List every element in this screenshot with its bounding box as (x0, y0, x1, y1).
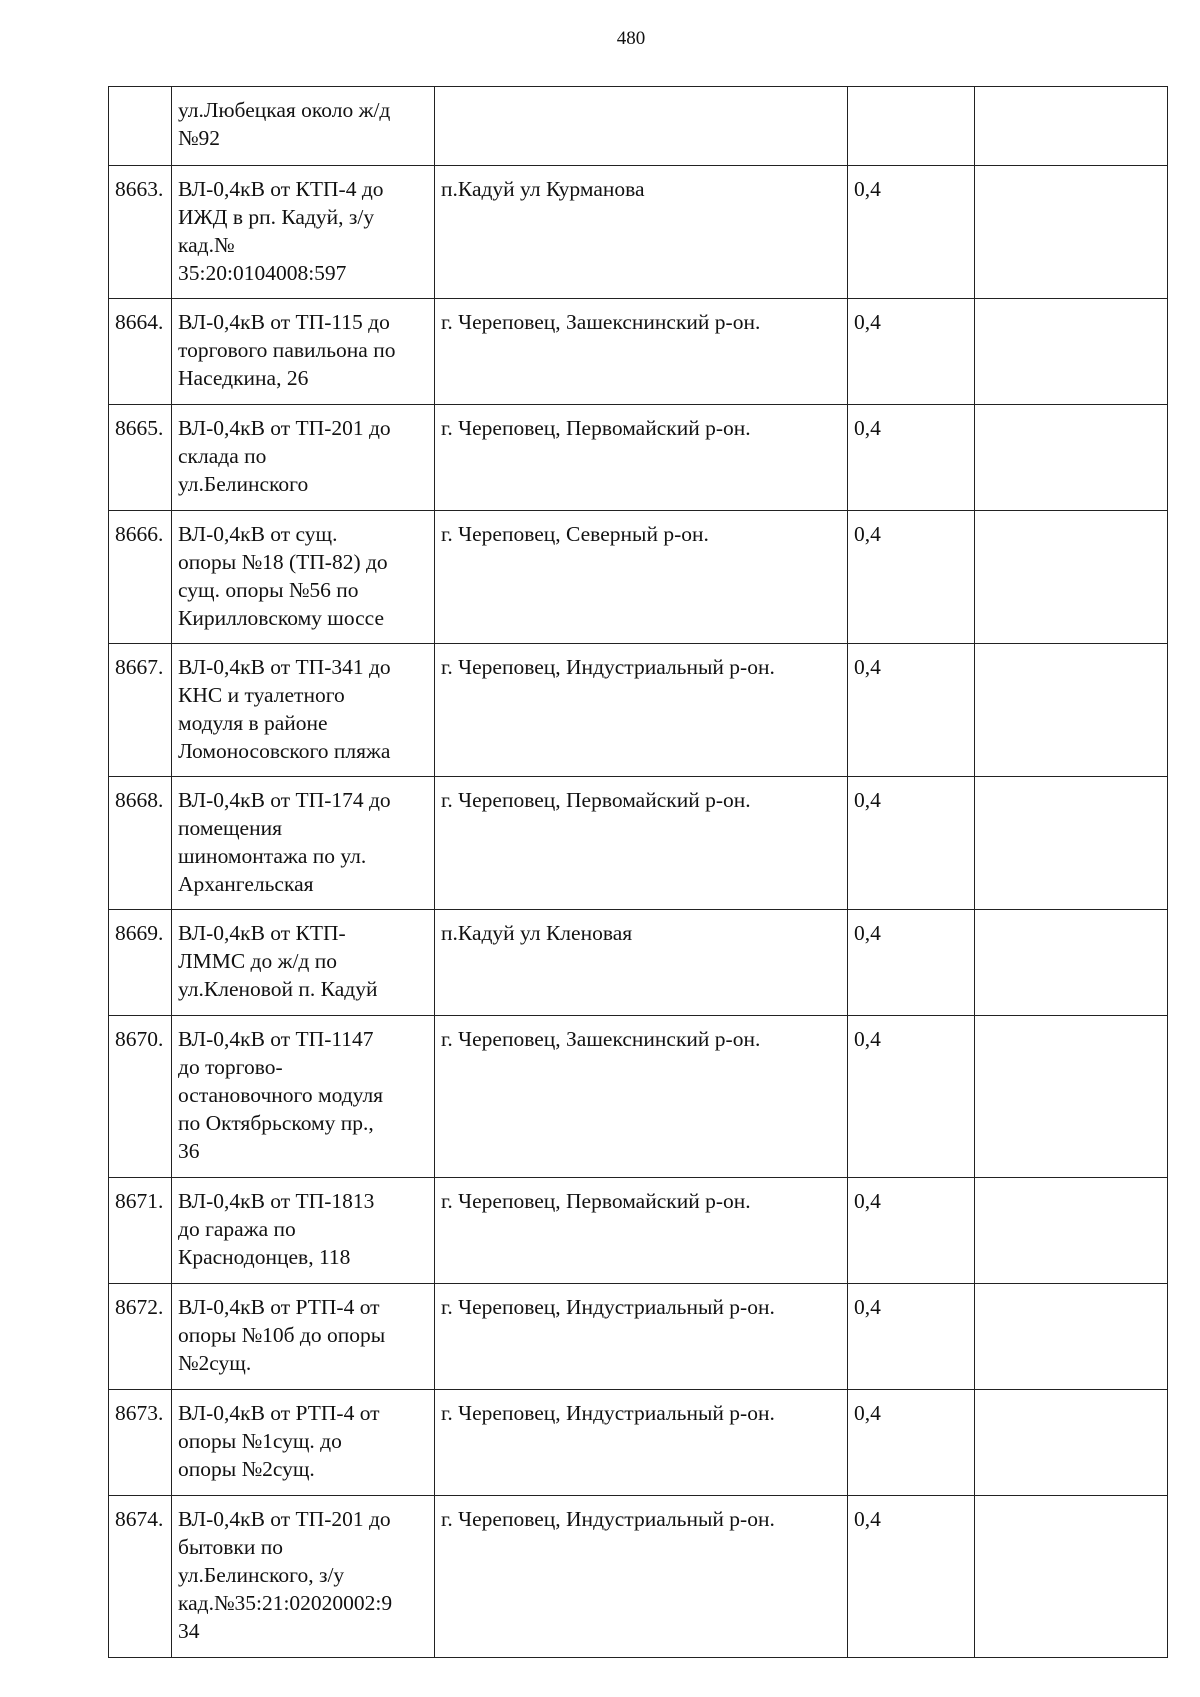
address-cell: г. Череповец, Первомайский р-он. (435, 777, 848, 910)
row-number-cell: 8670. (109, 1016, 172, 1178)
extra-cell (975, 1016, 1168, 1178)
extra-cell (975, 87, 1168, 166)
extra-cell (975, 644, 1168, 777)
voltage-cell: 0,4 (848, 166, 975, 299)
row-number-cell: 8665. (109, 405, 172, 511)
table-row (109, 405, 1168, 511)
address-cell: г. Череповец, Зашекснинский р-он. (435, 1016, 848, 1178)
voltage-cell: 0,4 (848, 299, 975, 405)
address-cell: г. Череповец, Индустриальный р-он. (435, 1284, 848, 1390)
registry-table (108, 86, 1168, 1658)
voltage-cell: 0,4 (848, 1284, 975, 1390)
table-row (109, 644, 1168, 777)
address-cell (435, 87, 848, 166)
row-number-cell: 8672. (109, 1284, 172, 1390)
line-name-cell: ВЛ-0,4кВ от РТП-4 от опоры №10б до опоры №2сущ. (172, 1284, 435, 1390)
line-name-cell: ВЛ-0,4кВ от КТП- ЛММС до ж/д по ул.Кленовой п. Кадуй (172, 910, 435, 1016)
line-name-cell: ВЛ-0,4кВ от КТП-4 до ИЖД в рп. Кадуй, з/у кад.№ 35:20:0104008:597 (172, 166, 435, 299)
voltage-cell: 0,4 (848, 405, 975, 511)
line-name-cell: ВЛ-0,4кВ от ТП-174 до помещения шиномонтажа по ул. Архангельская (172, 777, 435, 910)
line-name-cell: ВЛ-0,4кВ от ТП-1813 до гаража по Краснодонцев, 118 (172, 1178, 435, 1284)
table-row (109, 299, 1168, 405)
line-name-cell: ВЛ-0,4кВ от ТП-201 до склада по ул.Белинского (172, 405, 435, 511)
voltage-cell: 0,4 (848, 511, 975, 644)
extra-cell (975, 1496, 1168, 1658)
voltage-cell: 0,4 (848, 1390, 975, 1496)
address-cell: г. Череповец, Индустриальный р-он. (435, 1496, 848, 1658)
row-number-cell: 8673. (109, 1390, 172, 1496)
address-cell: п.Кадуй ул Кленовая (435, 910, 848, 1016)
address-cell: г. Череповец, Первомайский р-он. (435, 405, 848, 511)
line-name-cell: ул.Любецкая около ж/д №92 (172, 87, 435, 166)
address-cell: г. Череповец, Индустриальный р-он. (435, 644, 848, 777)
table-row (109, 511, 1168, 644)
table-row (109, 166, 1168, 299)
extra-cell (975, 910, 1168, 1016)
extra-cell (975, 166, 1168, 299)
line-name-cell: ВЛ-0,4кВ от сущ. опоры №18 (ТП-82) до сущ. опоры №56 по Кирилловскому шоссе (172, 511, 435, 644)
address-cell: г. Череповец, Северный р-он. (435, 511, 848, 644)
row-number-cell: 8663. (109, 166, 172, 299)
voltage-cell: 0,4 (848, 1496, 975, 1658)
page-number: 480 (616, 28, 646, 49)
voltage-cell: 0,4 (848, 777, 975, 910)
table-row (109, 1178, 1168, 1284)
row-number-cell: 8667. (109, 644, 172, 777)
voltage-cell (848, 87, 975, 166)
table-row (109, 87, 1168, 166)
table-row (109, 777, 1168, 910)
row-number-cell (109, 87, 172, 166)
extra-cell (975, 511, 1168, 644)
extra-cell (975, 1284, 1168, 1390)
row-number-cell: 8669. (109, 910, 172, 1016)
address-cell: г. Череповец, Первомайский р-он. (435, 1178, 848, 1284)
extra-cell (975, 1390, 1168, 1496)
extra-cell (975, 777, 1168, 910)
voltage-cell: 0,4 (848, 910, 975, 1016)
row-number-cell: 8664. (109, 299, 172, 405)
line-name-cell: ВЛ-0,4кВ от РТП-4 от опоры №1сущ. до опоры №2сущ. (172, 1390, 435, 1496)
line-name-cell: ВЛ-0,4кВ от ТП-1147 до торгово- остановочного модуля по Октябрьскому пр., 36 (172, 1016, 435, 1178)
address-cell: п.Кадуй ул Курманова (435, 166, 848, 299)
line-name-cell: ВЛ-0,4кВ от ТП-341 до КНС и туалетного модуля в районе Ломоносовского пляжа (172, 644, 435, 777)
voltage-cell: 0,4 (848, 1016, 975, 1178)
table-row (109, 910, 1168, 1016)
line-name-cell: ВЛ-0,4кВ от ТП-115 до торгового павильона по Наседкина, 26 (172, 299, 435, 405)
row-number-cell: 8668. (109, 777, 172, 910)
voltage-cell: 0,4 (848, 644, 975, 777)
address-cell: г. Череповец, Индустриальный р-он. (435, 1390, 848, 1496)
address-cell: г. Череповец, Зашекснинский р-он. (435, 299, 848, 405)
table-row (109, 1016, 1168, 1178)
extra-cell (975, 1178, 1168, 1284)
extra-cell (975, 299, 1168, 405)
voltage-cell: 0,4 (848, 1178, 975, 1284)
line-name-cell: ВЛ-0,4кВ от ТП-201 до бытовки по ул.Белинского, з/у кад.№35:21:02020002:9 34 (172, 1496, 435, 1658)
row-number-cell: 8671. (109, 1178, 172, 1284)
table-row (109, 1496, 1168, 1658)
table-row (109, 1284, 1168, 1390)
table-row (109, 1390, 1168, 1496)
extra-cell (975, 405, 1168, 511)
row-number-cell: 8674. (109, 1496, 172, 1658)
row-number-cell: 8666. (109, 511, 172, 644)
